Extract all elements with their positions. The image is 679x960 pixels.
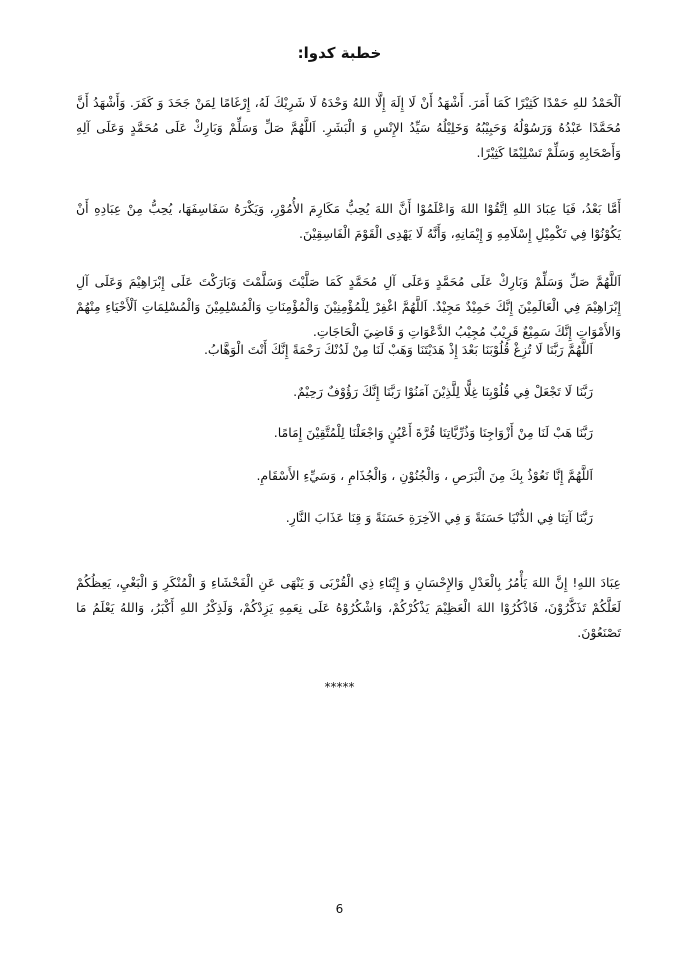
amma-badu-paragraph: أَمَّا بَعْدُ، فَيَا عِبَادَ اللهِ اِتَّقُوْا اللهَ وَاعْلَمُوْا أَنَّ اللهَ يُحِبُّ مَكَارِمَ الأُمُوْرِ، وَيَكْرَهُ سَفَاسِفَهَا، يُحِبُّ مِنْ عِبَادِهِ أَنْ يَكُوْنُوْا فِي تَكْمِيْلِ إِسْلَامِهِ وَ إِيْمَانِهِ، وَأَنَّهُ لَا يَهْدِى الْقَوْمَ الْفَاسِقِيْنَ. bbox=[76, 201, 621, 241]
closing-paragraph: عِبَادَ اللهِ! إِنَّ اللهَ يَأْمُرُ بِالْعَدْلِ وَالإِحْسَانِ وَ إِيْتَاءِ ذِي الْقُرْبَى وَ يَنْهَى عَنِ الْفَحْشَاءِ وَ الْمُنْكَرِ وَ الْبَغْيِ، يَعِظُكُمْ لَعَلَّكُمْ تَذَكَّرُوْنَ، فَاذْكُرُوْا اللهَ الْعَظِيْمَ يَذْكُرْكُمْ، وَاشْكُرُوْهُ عَلَى نِعَمِهِ يَزِدْكُمْ، وَلَذِكْرُ اللهِ أَكْبَرُ، وَاللهُ يَعْلَمُ مَا تَصْنَعُوْنَ. bbox=[76, 575, 621, 640]
dua-line: اَللَّهُمَّ إِنَّا نَعُوْذُ بِكَ مِنَ الْبَرَصِ ، وَالْجُنُوْنِ ، وَالْجُذَامِ ، وَسَيِّءِ الأَسْقَامِ. bbox=[256, 468, 593, 483]
salawat-paragraph: اَللَّهُمَّ صَلِّ وَسَلِّمْ وَبَارِكْ عَلَى مُحَمَّدٍ وَعَلَى آلِ مُحَمَّدٍ كَمَا صَلَّيْتَ وَسَلَّمْتَ وَبَارَكْتَ عَلَى إِبْرَاهِيْمَ وَعَلَى آلِ إِبْرَاهِيْمَ فِي الْعَالَمِيْنَ إِنَّكَ حَمِيْدٌ مَجِيْدٌ. اَللَّهُمَّ اغْفِرْ لِلْمُؤْمِنِيْنَ وَالْمُؤْمِنَاتِ وَالْمُسْلِمِيْنَ وَالْمُسْلِمَاتِ اَلْأَحْيَاءِ مِنْهُمْ وَالأَمْوَاتِ إِنَّكَ سَمِيْعٌ قَرِيْبٌ مُجِيْبُ الدَّعْوَاتِ وَ قَاضِيَ الْحَاجَاتِ. bbox=[76, 274, 621, 339]
dua-line: اَللَّهُمَّ رَبَّنَا لَا تُزِغْ قُلُوْبَنَا بَعْدَ إِذْ هَدَيْتَنَا وَهَبْ لَنَا مِنْ لَدُنْكَ رَحْمَةً إِنَّكَ أَنْتَ الْوَهَّابُ. bbox=[203, 342, 593, 357]
section-separator: ***** bbox=[324, 680, 355, 694]
dua-line: رَبَّنَا لَا تَجْعَلْ فِي قُلُوْبِنَا غِلًّا لِلَّذِيْنَ آمَنُوْا رَبَّنَا إِنَّكَ رَؤُوْفٌ رَحِيْمٌ. bbox=[293, 384, 593, 399]
dua-line: رَبَّنَا هَبْ لَنَا مِنْ أَزْوَاجِنَا وَذُرِّيَّاتِنَا قُرَّةَ أَعْيُنٍ وَاجْعَلْنَا لِلْمُتَّقِيْنَ إِمَامًا. bbox=[273, 425, 593, 440]
page-number: 6 bbox=[335, 902, 344, 916]
dua-line: رَبَّنَا آتِنَا فِي الدُّنْيَا حَسَنَةً وَ فِي الآخِرَةِ حَسَنَةً وَ قِنَا عَذَابَ النَّارِ. bbox=[285, 510, 593, 525]
page-title: خطبة كدوا: bbox=[297, 44, 382, 62]
opening-praise-paragraph: اَلْحَمْدُ للهِ حَمْدًا كَثِيْرًا كَمَا أَمَرَ. أَشْهَدُ أَنْ لَا إِلَهَ إِلَّا اللهُ وَحْدَهُ لَا شَرِيْكَ لَهُ، إِرْغَامًا لِمَنْ جَحَدَ وَ كَفَرَ. وَأَشْهَدُ أَنَّ مُحَمَّدًا عَبْدُهُ وَرَسُوْلُهُ وَحَبِيْبُهُ وَخَلِيْلُهُ سَيِّدُ الإِنْسِ وَ الْبَشَرِ. اَللَّهُمَّ صَلِّ وَسَلِّمْ وَبَارِكْ عَلَى مُحَمَّدٍ وَعَلَى آلِهِ وَأَصْحَابِهِ وَسَلِّمْ تَسْلِيْمًا كَثِيْرًا. bbox=[76, 95, 621, 160]
